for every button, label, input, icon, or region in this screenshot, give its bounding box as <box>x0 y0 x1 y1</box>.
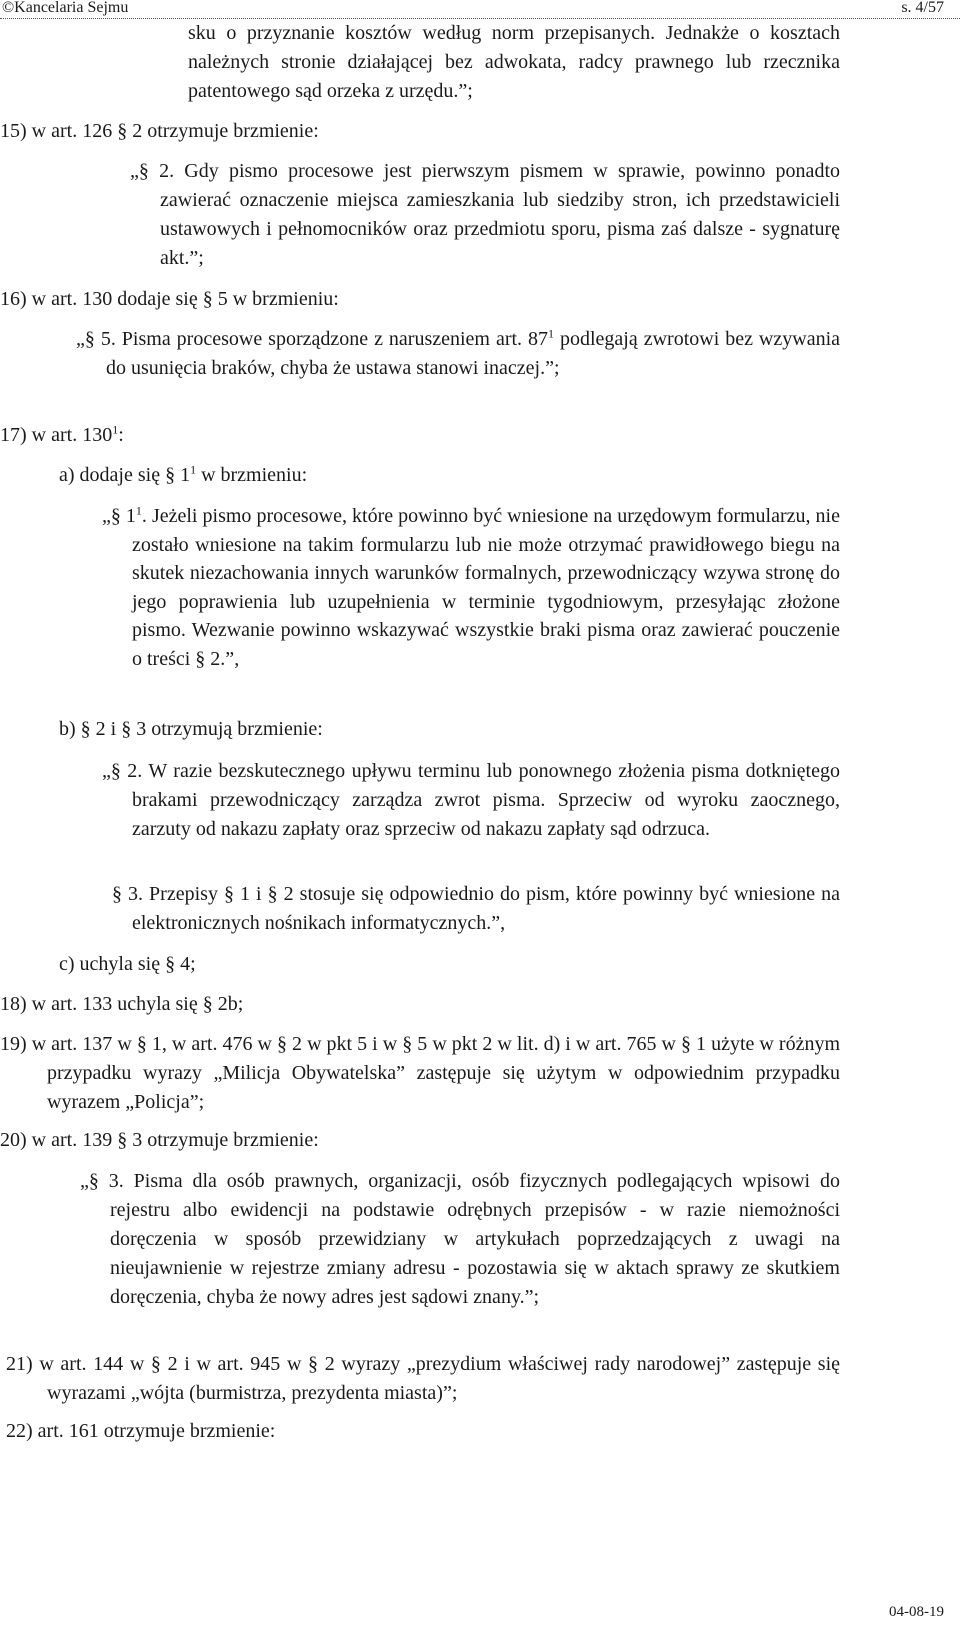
item-22: 22) art. 161 otrzymuje brzmienie: <box>6 1420 276 1442</box>
item-15-body: „§ 2. Gdy pismo procesowe jest pierwszym pismem w sprawie, powinno ponadto zawierać oznaczenie miejsca zamieszkania lub siedziby stron, ich przedstawicieli ustawowych i pełnomocników oraz przedmiotu sporu, pisma zaś dalsze - sygnaturę akt.”; <box>130 160 840 269</box>
item-17a-heading: a) dodaje się § $1^1$ w brzmieniu: <box>59 462 308 486</box>
item-20-heading: 20) w art. 139 § 3 otrzymuje brzmienie: <box>0 1129 319 1151</box>
header-page-number: s. 4/57 <box>901 0 944 16</box>
header-copyright: ©Kancelaria Sejmu <box>2 0 129 16</box>
item-17-heading: 17) w art. $130^1$: <box>0 422 124 446</box>
item-20-body: „§ 3. Pisma dla osób prawnych, organizacji, osób fizycznych podlegających wpisowi do rejestru albo ewidencji na podstawie odrębnych przepisów - w razie niemożności doręczenia w sposób przewidziany w artykułach poprzedzających z uwagi na nieujawnienie w rejestrze zmiany adresu - pozostawia się w aktach sprawy ze skutkiem doręczenia, chyba że nowy adres jest sądowi znany.”; <box>80 1170 840 1308</box>
item-17c: c) uchyla się § 4; <box>59 953 196 975</box>
item-21: 21) w art. 144 w § 2 i w art. 945 w § 2 wyrazy „prezydium właściwej rady narodowej” zastępuje się wyrazami „wójta (burmistrza, prezydenta miasta)”; <box>6 1353 840 1404</box>
item-17a-body: „§ $1^1$. Jeżeli pismo procesowe, które powinno być wniesione na urzędowym formularzu, nie zostało wniesione na takim formularzu lub nie może otrzymać prawidłowego biegu na skutek niezachowania innych warunków formalnych, przewodniczący wzywa stronę do jego poprawienia lub uzupełnienia w terminie tygodniowym, przesyłając złożone pismo. Wezwanie powinno wskazywać wszystkie braki pisma oraz zawierać pouczenie o treści § 2.”, <box>102 503 840 670</box>
item-17b-body-par3: § 3. Przepisy § 1 i § 2 stosuje się odpowiednio do pism, które powinny być wniesione na elektronicznych nośnikach informatycznych.”, <box>112 883 840 934</box>
footer-date: 04-08-19 <box>889 1604 944 1620</box>
item-16-heading: 16) w art. 130 dodaje się § 5 w brzmieniu: <box>0 288 339 310</box>
item-15-heading: 15) w art. 126 § 2 otrzymuje brzmienie: <box>0 120 319 142</box>
item-19: 19) w art. 137 w § 1, w art. 476 w § 2 w pkt 5 i w § 5 w pkt 2 w lit. d) i w art. 765 w § 1 użyte w różnym przypadku wyrazy „Milicja Obywatelska” zastępuje się użytym w odpowiednim przypadku wyrazem „Policja”; <box>0 1033 840 1113</box>
item-17b-heading: b) § 2 i § 3 otrzymują brzmienie: <box>59 718 323 740</box>
item-18: 18) w art. 133 uchyla się § 2b; <box>0 993 244 1015</box>
paragraph-continuation: sku o przyznanie kosztów według norm przepisanych. Jednakże o kosztach należnych stronie działającej bez adwokata, radcy prawnego lub rzecznika patentowego sąd orzeka z urzędu.”; <box>188 22 840 102</box>
item-16-body: „§ 5. Pisma procesowe sporządzone z naruszeniem art. $87^1$ podlegają zwrotowi bez wzywania do usunięcia braków, chyba że ustawa stanowi inaczej.”; <box>76 326 841 379</box>
item-17b-body-par2: „§ 2. W razie bezskutecznego upływu terminu lub ponownego złożenia pisma dotkniętego brakami przewodniczący zarządza zwrot pisma. Sprzeciw od wyroku zaocznego, zarzuty od nakazu zapłaty oraz sprzeciw od nakazu zapłaty sąd odrzuca. <box>102 760 840 840</box>
